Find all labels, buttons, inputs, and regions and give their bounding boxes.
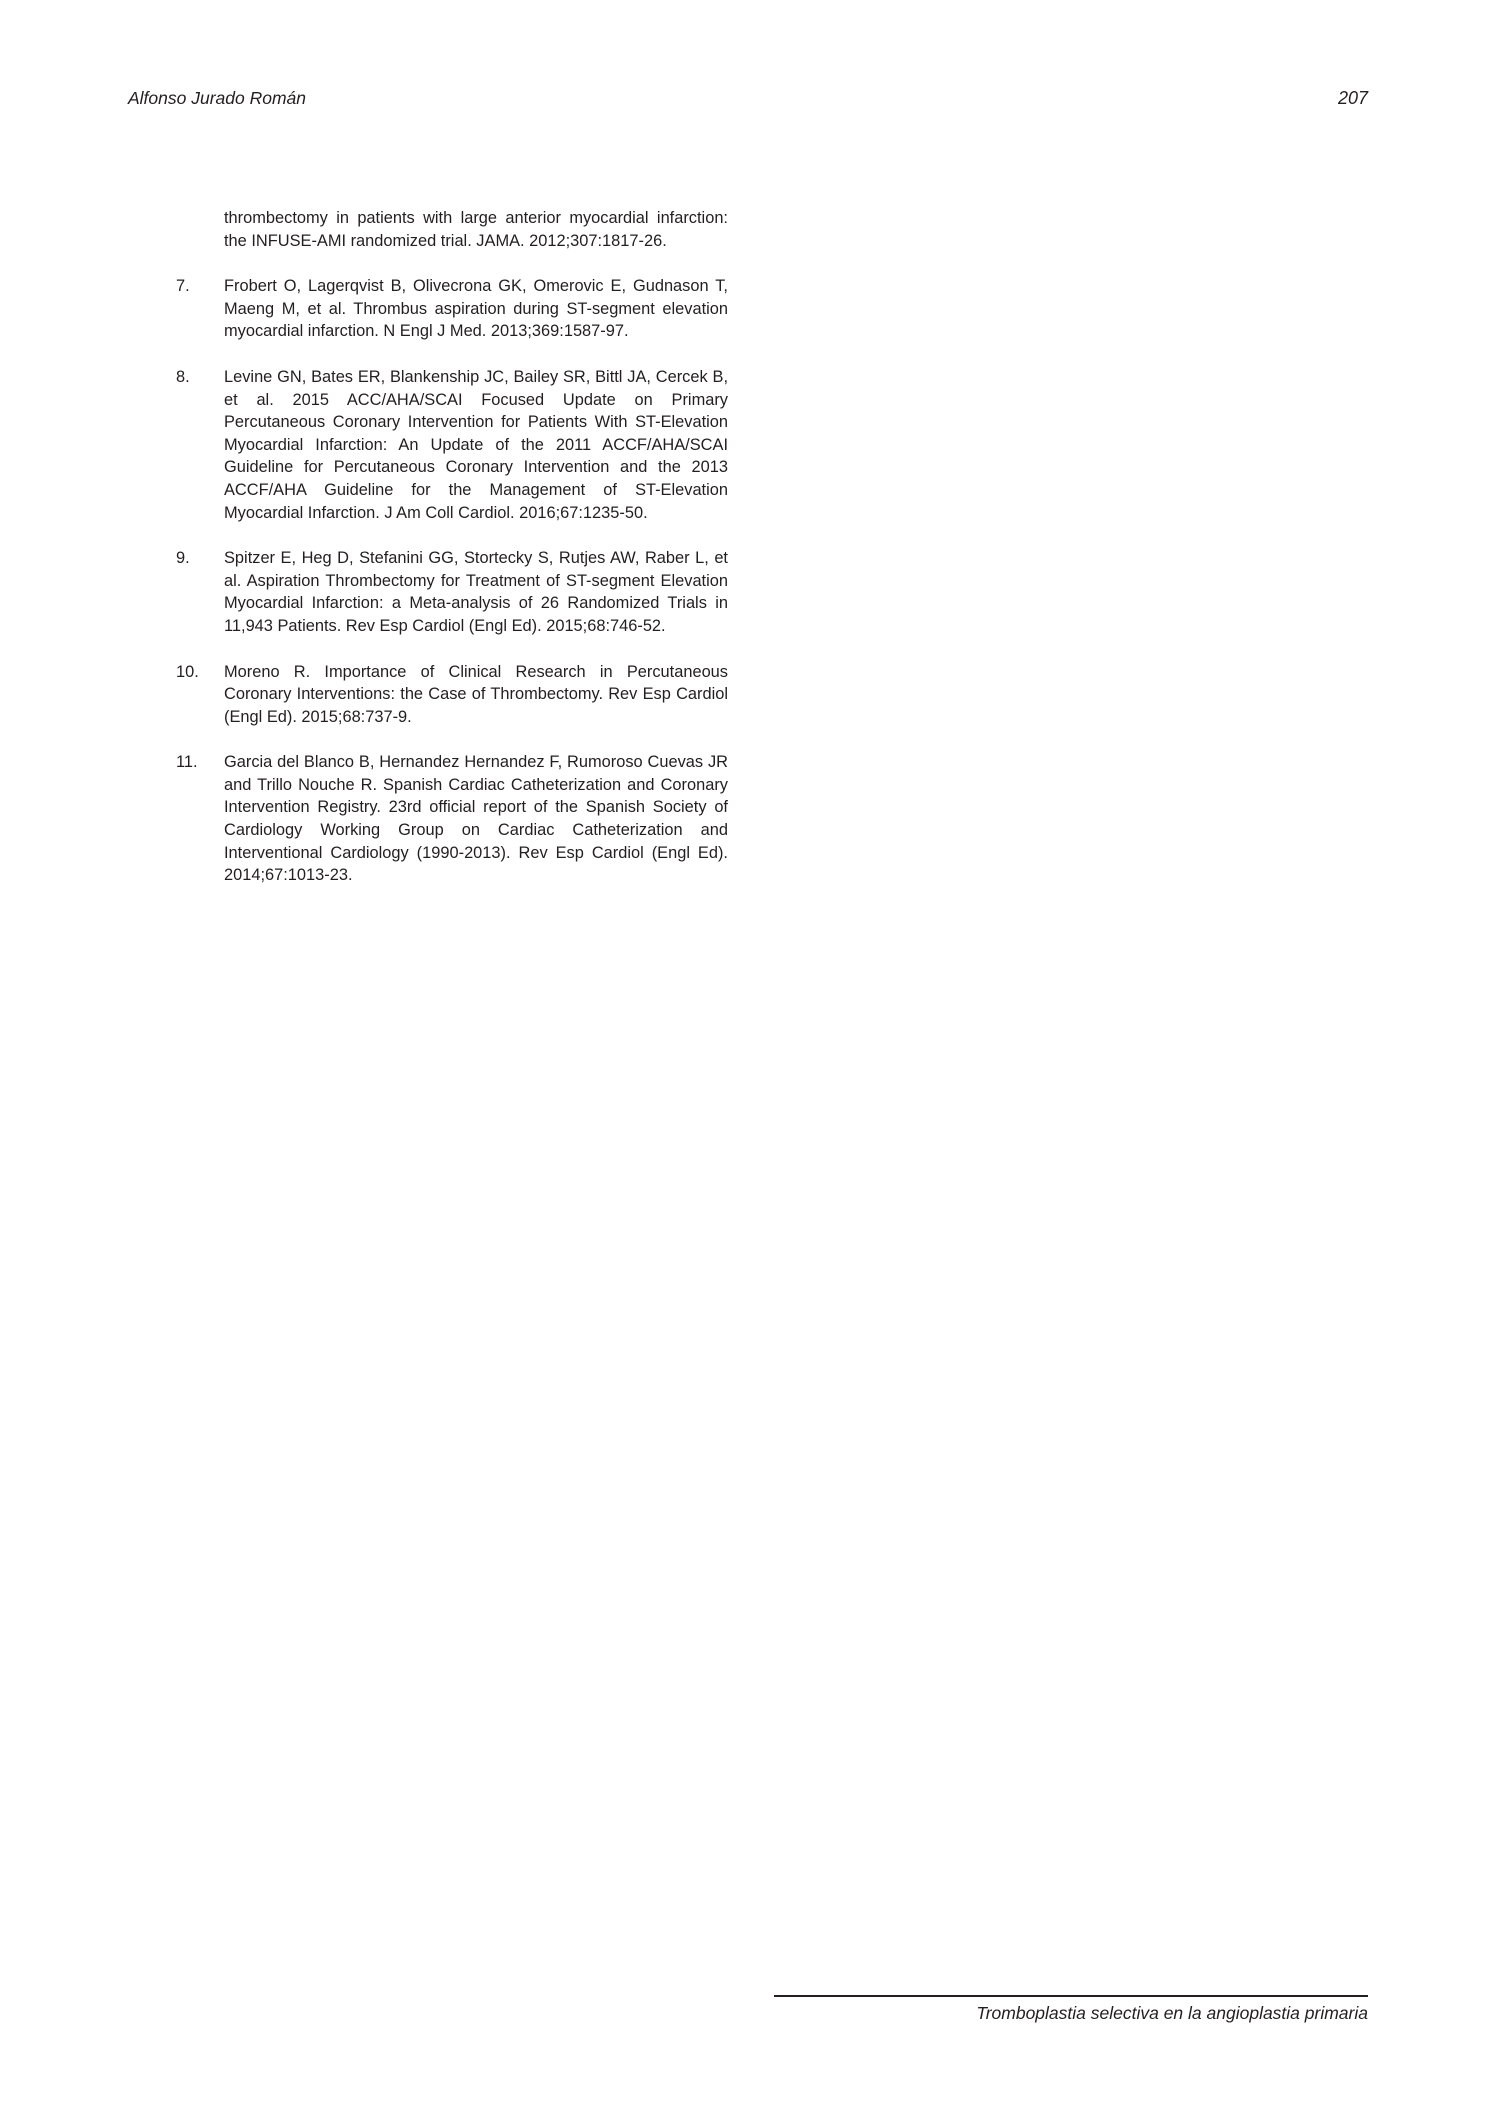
- reference-text: Spitzer E, Heg D, Stefanini GG, Stortecky S, Rutjes AW, Raber L, et al. Aspiration Thrombectomy for Treatment of ST-segment Elevation Myocardial Infarction: a Meta-analysis of 26 Randomized Trials in 11,943 Patients. Rev Esp Cardiol (Engl Ed). 2015;68:746-52.: [224, 549, 728, 635]
- reference-item: [176, 661, 728, 729]
- reference-item: [176, 547, 728, 637]
- reference-text: Moreno R. Importance of Clinical Research in Percutaneous Coronary Interventions: the Case of Thrombectomy. Rev Esp Cardiol (Engl Ed). 2015;68:737-9.: [224, 662, 728, 726]
- reference-number: 10.: [176, 662, 199, 681]
- reference-number: 9.: [176, 549, 190, 568]
- running-head-author: Alfonso Jurado Román: [128, 88, 307, 108]
- reference-number: 8.: [176, 367, 190, 386]
- footer-divider: [774, 1995, 1368, 1997]
- reference-number: 7.: [176, 277, 190, 296]
- reference-continuation: thrombectomy in patients with large anterior myocardial infarction: the INFUSE-AMI randomized trial. JAMA. 2012;307:1817-26.: [224, 209, 728, 250]
- reference-text: Frobert O, Lagerqvist B, Olivecrona GK, Omerovic E, Gudnason T, Maeng M, et al. Thrombus aspiration during ST-segment elevation myocardial infarction. N Engl J Med. 2013;369:1587-97.: [224, 277, 728, 341]
- reference-item: [176, 275, 728, 343]
- reference-item: [176, 366, 728, 524]
- reference-text: Garcia del Blanco B, Hernandez Hernandez F, Rumoroso Cuevas JR and Trillo Nouche R. Spanish Cardiac Catheterization and Coronary Intervention Registry. 23rd official report of the Spanish Society of Cardiology Working Group on Cardiac Catheterization and Interventional Cardiology (1990-2013). Rev Esp Cardiol (Engl Ed). 2014;67:1013-23.: [224, 753, 728, 885]
- reference-item: [176, 751, 728, 887]
- reference-text: Levine GN, Bates ER, Blankenship JC, Bailey SR, Bittl JA, Cercek B, et al. 2015 ACC/AHA/SCAI Focused Update on Primary Percutaneous Coronary Intervention for Patients With ST-Elevation Myocardial Infarction: An Update of the 2011 ACCF/AHA/SCAI Guideline for Percutaneous Coronary Intervention and the 2013 ACCF/AHA Guideline for the Management of ST-Elevation Myocardial Infarction. J Am Coll Cardiol. 2016;67:1235-50.: [224, 367, 728, 522]
- reference-list: [176, 207, 728, 910]
- reference-number: 11.: [176, 753, 198, 772]
- footer-running-title: Tromboplastia selectiva en la angioplastia primaria: [976, 2003, 1368, 2023]
- page-number: 207: [1337, 88, 1368, 108]
